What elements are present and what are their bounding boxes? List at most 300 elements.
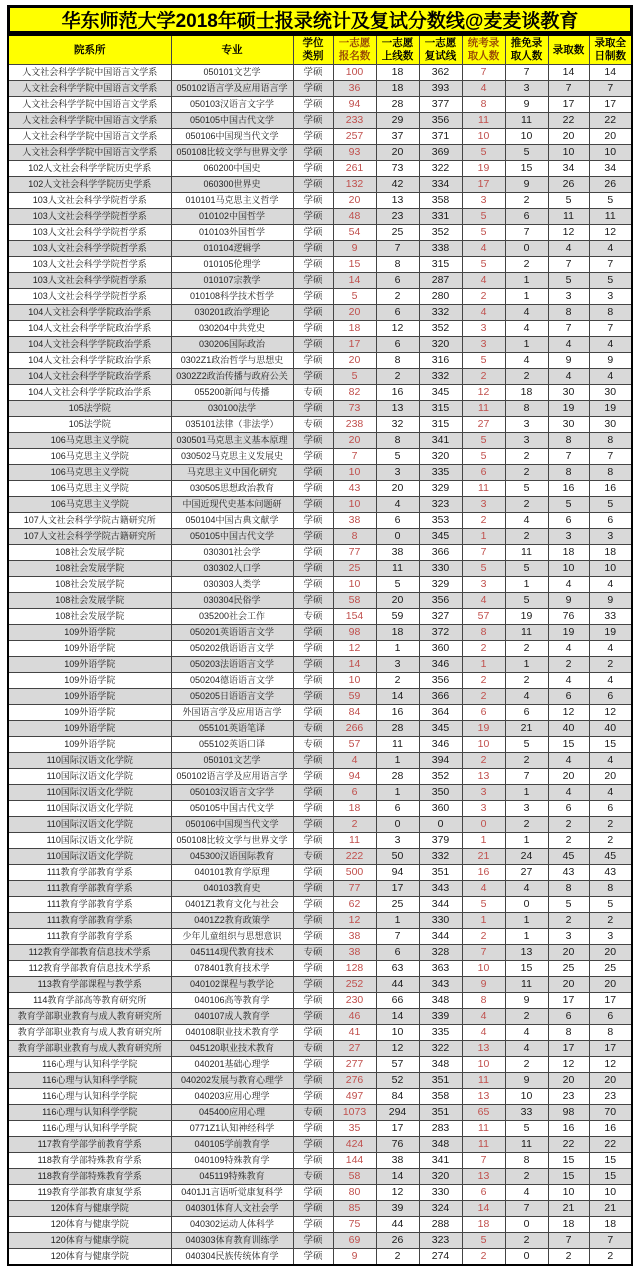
cell-retest-line: 351 [419,1072,462,1088]
cell-major: 030204中共党史 [171,320,293,336]
cell-admitted: 98 [548,1104,589,1120]
cell-retest-line: 345 [419,384,462,400]
cell-exempt: 8 [505,1152,548,1168]
cell-retest-line: 331 [419,208,462,224]
cell-retest-line: 339 [419,1008,462,1024]
cell-unified: 7 [462,1152,505,1168]
column-header-degree-line: 类别 [302,49,324,62]
cell-admitted: 34 [548,160,589,176]
cell-major: 040107成人教育学 [171,1008,293,1024]
table-body [8,64,632,1265]
cell-above-line: 12 [376,320,419,336]
cell-admitted: 5 [548,272,589,288]
cell-exempt: 13 [505,944,548,960]
cell-exempt: 4 [505,512,548,528]
cell-applicants: 2 [333,816,376,832]
cell-admitted: 10 [548,560,589,576]
cell-retest-line: 315 [419,416,462,432]
table-row [8,1072,632,1088]
cell-above-line: 59 [376,608,419,624]
cell-exempt: 1 [505,336,548,352]
cell-dept: 107人文社会科学学院古籍研究所 [8,512,171,528]
cell-unified: 19 [462,160,505,176]
cell-admitted: 4 [548,368,589,384]
cell-above-line: 57 [376,1056,419,1072]
cell-degree: 学硕 [293,1088,333,1104]
table-row [8,992,632,1008]
cell-retest-line: 335 [419,464,462,480]
cell-applicants: 500 [333,864,376,880]
cell-degree: 学硕 [293,1184,333,1200]
cell-dept: 109外语学院 [8,656,171,672]
cell-admitted: 7 [548,448,589,464]
cell-dept: 104人文社会科学学院政治学系 [8,384,171,400]
cell-retest-line: 372 [419,624,462,640]
cell-admitted: 12 [548,704,589,720]
table-row [8,192,632,208]
table-row [8,848,632,864]
cell-exempt: 15 [505,960,548,976]
cell-unified: 4 [462,304,505,320]
cell-admitted: 12 [548,224,589,240]
cell-degree: 学硕 [293,96,333,112]
cell-above-line: 37 [376,128,419,144]
cell-dept: 108社会发展学院 [8,576,171,592]
cell-dept: 120体育与健康学院 [8,1248,171,1265]
cell-above-line: 2 [376,368,419,384]
table-row [8,272,632,288]
cell-applicants: 222 [333,848,376,864]
cell-unified: 1 [462,832,505,848]
cell-applicants: 12 [333,912,376,928]
cell-dept: 108社会发展学院 [8,560,171,576]
cell-exempt: 3 [505,432,548,448]
cell-degree: 学硕 [293,752,333,768]
cell-above-line: 84 [376,1088,419,1104]
cell-dept: 102人文社会科学学院历史学系 [8,176,171,192]
cell-fulltime: 11 [589,208,632,224]
cell-major: 050104中国古典文献学 [171,512,293,528]
table-row [8,64,632,80]
cell-degree: 学硕 [293,1232,333,1248]
cell-retest-line: 322 [419,160,462,176]
cell-dept: 113教育学部课程与教学系 [8,976,171,992]
cell-major: 035101法律（非法学） [171,416,293,432]
cell-fulltime: 4 [589,368,632,384]
column-header-applicants-line: 一志愿 [338,37,371,50]
cell-above-line: 5 [376,448,419,464]
table-row [8,336,632,352]
cell-retest-line: 352 [419,768,462,784]
cell-exempt: 15 [505,160,548,176]
cell-major: 040303体育教育训练学 [171,1232,293,1248]
cell-degree: 学硕 [293,272,333,288]
cell-applicants: 144 [333,1152,376,1168]
cell-above-line: 2 [376,288,419,304]
cell-admitted: 43 [548,864,589,880]
table-row [8,128,632,144]
cell-above-line: 6 [376,512,419,528]
cell-applicants: 10 [333,496,376,512]
cell-exempt: 9 [505,96,548,112]
table-row [8,1040,632,1056]
cell-exempt: 7 [505,1200,548,1216]
cell-retest-line: 323 [419,1232,462,1248]
cell-above-line: 16 [376,384,419,400]
cell-retest-line: 332 [419,304,462,320]
cell-applicants: 43 [333,480,376,496]
cell-degree: 学硕 [293,704,333,720]
cell-dept: 110国际汉语文化学院 [8,848,171,864]
cell-exempt: 11 [505,544,548,560]
cell-admitted: 18 [548,1216,589,1232]
cell-applicants: 100 [333,64,376,80]
cell-applicants: 38 [333,512,376,528]
table-row [8,1232,632,1248]
column-header-dept [8,35,171,64]
cell-dept: 103人文社会科学学院哲学系 [8,224,171,240]
cell-major: 010102中国哲学 [171,208,293,224]
cell-fulltime: 30 [589,384,632,400]
cell-major: 078401教育技术学 [171,960,293,976]
cell-degree: 学硕 [293,464,333,480]
cell-retest-line: 343 [419,976,462,992]
cell-admitted: 30 [548,416,589,432]
cell-major: 010103外国哲学 [171,224,293,240]
cell-admitted: 7 [548,1232,589,1248]
table-row [8,176,632,192]
cell-major: 030201政治学理论 [171,304,293,320]
cell-degree: 学硕 [293,528,333,544]
cell-major: 040101教育学原理 [171,864,293,880]
cell-dept: 人文社会科学学院中国语言文学系 [8,144,171,160]
cell-fulltime: 17 [589,96,632,112]
cell-applicants: 54 [333,224,376,240]
cell-applicants: 17 [333,336,376,352]
cell-exempt: 1 [505,784,548,800]
cell-exempt: 11 [505,1136,548,1152]
table-row [8,496,632,512]
cell-unified: 9 [462,976,505,992]
cell-admitted: 8 [548,464,589,480]
cell-exempt: 9 [505,176,548,192]
cell-admitted: 26 [548,176,589,192]
table-row [8,592,632,608]
cell-admitted: 9 [548,592,589,608]
cell-admitted: 11 [548,208,589,224]
cell-dept: 116心理与认知科学学院 [8,1056,171,1072]
cell-applicants: 18 [333,320,376,336]
cell-major: 0401Z1教育文化与社会 [171,896,293,912]
cell-fulltime: 6 [589,1008,632,1024]
cell-exempt: 11 [505,624,548,640]
table-row [8,512,632,528]
table-row [8,768,632,784]
cell-unified: 57 [462,608,505,624]
cell-applicants: 14 [333,656,376,672]
cell-unified: 3 [462,784,505,800]
cell-applicants: 77 [333,544,376,560]
cell-major: 040302运动人体科学 [171,1216,293,1232]
cell-dept: 120体育与健康学院 [8,1232,171,1248]
cell-unified: 10 [462,128,505,144]
cell-unified: 2 [462,368,505,384]
cell-fulltime: 7 [589,1232,632,1248]
cell-above-line: 1 [376,784,419,800]
table-row [8,448,632,464]
cell-applicants: 58 [333,1168,376,1184]
cell-unified: 2 [462,288,505,304]
cell-degree: 学硕 [293,208,333,224]
cell-dept: 109外语学院 [8,688,171,704]
cell-admitted: 7 [548,256,589,272]
cell-above-line: 20 [376,480,419,496]
cell-unified: 2 [462,640,505,656]
column-header-exempt [505,35,548,64]
cell-exempt: 27 [505,864,548,880]
cell-retest-line: 288 [419,1216,462,1232]
column-header-unified [462,35,505,64]
cell-dept: 112教育学部教育信息技术学系 [8,944,171,960]
cell-degree: 学硕 [293,144,333,160]
cell-major: 060300世界史 [171,176,293,192]
cell-above-line: 5 [376,576,419,592]
cell-unified: 17 [462,176,505,192]
cell-major: 040109特殊教育学 [171,1152,293,1168]
cell-dept: 108社会发展学院 [8,544,171,560]
cell-retest-line: 345 [419,528,462,544]
cell-admitted: 45 [548,848,589,864]
cell-admitted: 8 [548,1024,589,1040]
cell-exempt: 2 [505,672,548,688]
cell-fulltime: 19 [589,624,632,640]
cell-applicants: 75 [333,1216,376,1232]
cell-major: 050102语言学及应用语言学 [171,80,293,96]
cell-fulltime: 22 [589,1136,632,1152]
cell-major: 040108职业技术教育学 [171,1024,293,1040]
cell-applicants: 38 [333,928,376,944]
cell-fulltime: 7 [589,80,632,96]
cell-applicants: 25 [333,560,376,576]
cell-admitted: 20 [548,1072,589,1088]
cell-fulltime: 4 [589,672,632,688]
cell-exempt: 4 [505,352,548,368]
table-row [8,688,632,704]
cell-fulltime: 4 [589,240,632,256]
cell-admitted: 22 [548,112,589,128]
cell-applicants: 14 [333,272,376,288]
cell-retest-line: 379 [419,832,462,848]
page-title: 华东师范大学2018年硕士报录统计及复试分数线@麦麦谈教育 [7,5,633,34]
cell-above-line: 23 [376,208,419,224]
table-row [8,560,632,576]
cell-above-line: 294 [376,1104,419,1120]
table-row [8,352,632,368]
cell-retest-line: 274 [419,1248,462,1265]
cell-applicants: 38 [333,944,376,960]
cell-applicants: 35 [333,1120,376,1136]
cell-major: 050204德语语言文学 [171,672,293,688]
cell-unified: 4 [462,240,505,256]
table-row [8,1024,632,1040]
column-header-unified-line: 取人数 [467,49,500,62]
cell-dept: 107人文社会科学学院古籍研究所 [8,528,171,544]
cell-admitted: 30 [548,384,589,400]
cell-degree: 学硕 [293,1136,333,1152]
cell-exempt: 11 [505,112,548,128]
cell-retest-line: 330 [419,912,462,928]
cell-retest-line: 348 [419,992,462,1008]
cell-degree: 专硕 [293,1104,333,1120]
cell-unified: 5 [462,208,505,224]
table-row [8,704,632,720]
cell-dept: 112教育学部教育信息技术学系 [8,960,171,976]
cell-degree: 专硕 [293,1168,333,1184]
column-header-unified-line: 统考录 [467,37,500,50]
cell-dept: 111教育学部教育学系 [8,896,171,912]
cell-degree: 学硕 [293,1072,333,1088]
cell-degree: 学硕 [293,432,333,448]
cell-dept: 108社会发展学院 [8,608,171,624]
cell-major: 040105学前教育学 [171,1136,293,1152]
cell-exempt: 18 [505,384,548,400]
cell-above-line: 0 [376,528,419,544]
cell-applicants: 8 [333,528,376,544]
cell-major: 中国近现代史基本问题研 [171,496,293,512]
cell-degree: 学硕 [293,352,333,368]
table-row [8,320,632,336]
cell-unified: 5 [462,256,505,272]
cell-admitted: 18 [548,544,589,560]
cell-above-line: 28 [376,720,419,736]
cell-dept: 106马克思主义学院 [8,448,171,464]
table-row [8,1168,632,1184]
cell-major: 050106中国现当代文学 [171,128,293,144]
cell-admitted: 15 [548,1168,589,1184]
cell-exempt: 2 [505,448,548,464]
table-row [8,368,632,384]
cell-above-line: 18 [376,624,419,640]
cell-admitted: 4 [548,672,589,688]
cell-major: 040106高等教育学 [171,992,293,1008]
cell-exempt: 5 [505,1120,548,1136]
cell-major: 050101文艺学 [171,64,293,80]
cell-above-line: 4 [376,496,419,512]
cell-major: 050201英语语言文学 [171,624,293,640]
cell-fulltime: 19 [589,400,632,416]
cell-degree: 学硕 [293,192,333,208]
cell-retest-line: 283 [419,1120,462,1136]
cell-admitted: 16 [548,480,589,496]
table-row [8,672,632,688]
cell-dept: 教育学部职业教育与成人教育研究所 [8,1008,171,1024]
cell-unified: 21 [462,848,505,864]
cell-major: 050103汉语言文字学 [171,96,293,112]
cell-fulltime: 5 [589,496,632,512]
cell-major: 055200新闻与传播 [171,384,293,400]
cell-unified: 7 [462,944,505,960]
cell-degree: 学硕 [293,656,333,672]
cell-admitted: 22 [548,1136,589,1152]
cell-retest-line: 377 [419,96,462,112]
cell-unified: 6 [462,464,505,480]
cell-dept: 教育学部职业教育与成人教育研究所 [8,1024,171,1040]
cell-admitted: 14 [548,64,589,80]
cell-dept: 105法学院 [8,416,171,432]
cell-exempt: 1 [505,912,548,928]
table-header [8,35,632,64]
cell-admitted: 21 [548,1200,589,1216]
cell-major: 055102英语口译 [171,736,293,752]
cell-applicants: 497 [333,1088,376,1104]
cell-major: 050105中国古代文学 [171,528,293,544]
cell-above-line: 52 [376,1072,419,1088]
cell-retest-line: 330 [419,560,462,576]
cell-dept: 120体育与健康学院 [8,1216,171,1232]
cell-degree: 专硕 [293,608,333,624]
cell-applicants: 132 [333,176,376,192]
cell-major: 035200社会工作 [171,608,293,624]
cell-applicants: 20 [333,432,376,448]
cell-fulltime: 12 [589,704,632,720]
cell-above-line: 16 [376,704,419,720]
cell-unified: 1 [462,528,505,544]
cell-exempt: 9 [505,1072,548,1088]
cell-retest-line: 335 [419,1024,462,1040]
cell-fulltime: 7 [589,256,632,272]
cell-degree: 学硕 [293,336,333,352]
cell-exempt: 3 [505,416,548,432]
cell-retest-line: 323 [419,496,462,512]
cell-dept: 117教育学部学前教育学系 [8,1136,171,1152]
cell-major: 040201基础心理学 [171,1056,293,1072]
cell-unified: 3 [462,496,505,512]
cell-applicants: 77 [333,880,376,896]
cell-exempt: 4 [505,304,548,320]
cell-major: 040202发展与教育心理学 [171,1072,293,1088]
cell-fulltime: 4 [589,784,632,800]
cell-major: 010107宗教学 [171,272,293,288]
cell-exempt: 9 [505,992,548,1008]
table-row [8,912,632,928]
cell-major: 050106中国现当代文学 [171,816,293,832]
cell-unified: 8 [462,624,505,640]
cell-exempt: 0 [505,1248,548,1265]
cell-fulltime: 6 [589,800,632,816]
cell-retest-line: 328 [419,944,462,960]
cell-admitted: 4 [548,240,589,256]
cell-above-line: 3 [376,464,419,480]
table-row [8,656,632,672]
cell-above-line: 2 [376,672,419,688]
cell-retest-line: 324 [419,1200,462,1216]
cell-above-line: 8 [376,352,419,368]
cell-major: 045300汉语国际教育 [171,848,293,864]
cell-unified: 5 [462,448,505,464]
cell-above-line: 17 [376,880,419,896]
cell-unified: 4 [462,272,505,288]
cell-dept: 103人文社会科学学院哲学系 [8,272,171,288]
cell-retest-line: 356 [419,672,462,688]
cell-exempt: 4 [505,1024,548,1040]
cell-applicants: 1073 [333,1104,376,1120]
table-row [8,1184,632,1200]
cell-fulltime: 18 [589,1216,632,1232]
cell-major: 030501马克思主义基本原理 [171,432,293,448]
cell-major: 030301社会学 [171,544,293,560]
cell-major: 040103教育史 [171,880,293,896]
cell-fulltime: 45 [589,848,632,864]
